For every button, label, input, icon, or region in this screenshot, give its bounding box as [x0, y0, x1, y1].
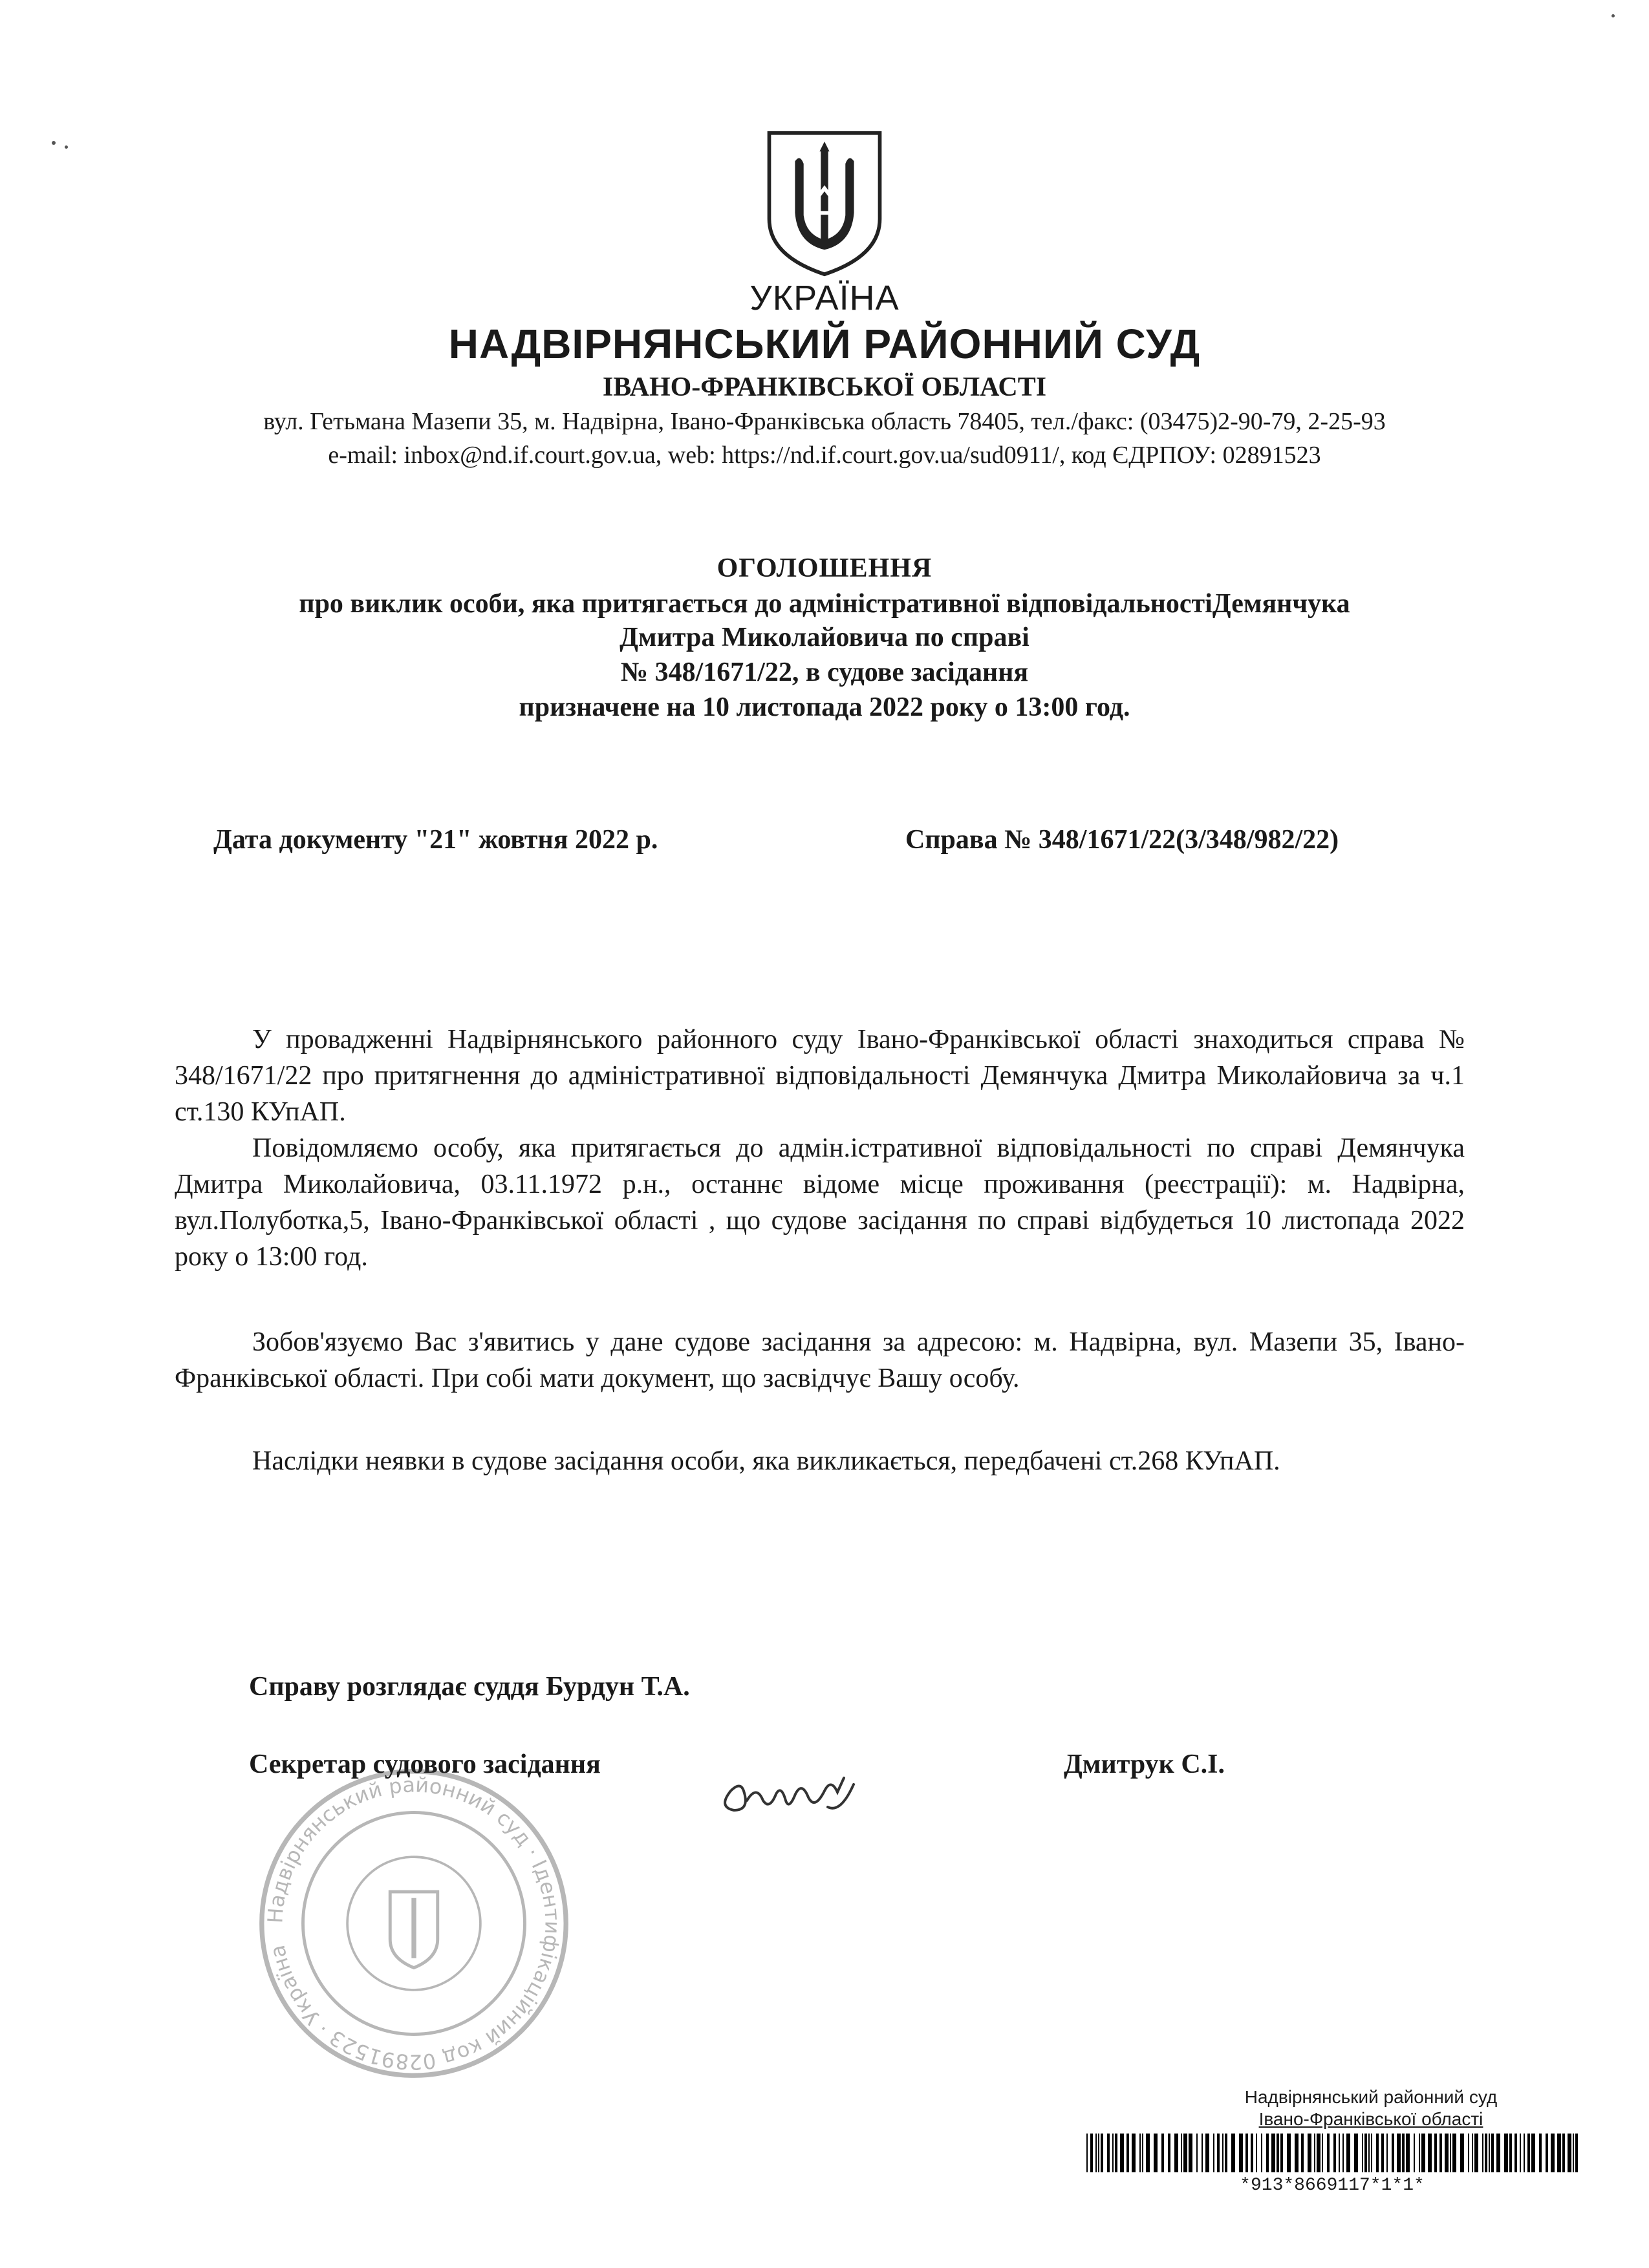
barcode-label-court: Надвірнянський районний суд: [1244, 2087, 1498, 2107]
notice-subtitle: Дмитра Миколайовича по справі: [620, 623, 1029, 652]
notice-subtitle: № 348/1671/22, в судове засідання: [620, 658, 1029, 687]
handwritten-signature: [705, 1746, 873, 1823]
coat-of-arms-icon: [763, 126, 886, 281]
court-seal-stamp: [255, 1765, 572, 2082]
body-paragraph: Зобов'язуємо Вас з'явитись у дане судове засідання за адресою: м. Надвірна, вул. Мазепи 35, Івано-Франківської області. При собі мати документ, що засвідчує Вашу особу.: [175, 1327, 1465, 1393]
country-name: УКРАЇНА: [749, 279, 900, 317]
body-paragraph: У провадженні Надвірнянського районного суду Івано-Франківської області знаходиться справа № 348/1671/22 про притягнення до адміністративної відповідальності Демянчука Дмитра Миколайовича за ч.1 ст.130 КУпАП.: [175, 1025, 1465, 1127]
document-date: Дата документу "21" жовтня 2022 р.: [213, 825, 658, 855]
barcode-number: *913*8669117*1*1*: [1240, 2176, 1425, 2196]
court-name: НАДВІРНЯНСЬКИЙ РАЙОННИЙ СУД: [448, 321, 1201, 367]
secretary-name: Дмитрук С.І.: [1064, 1749, 1225, 1779]
scan-speck: [52, 141, 56, 145]
barcode-icon: [1086, 2134, 1578, 2172]
notice-subtitle: призначене на 10 листопада 2022 року о 13:00 год.: [519, 692, 1130, 722]
notice-subtitle: про виклик особи, яка притягається до адміністративної відповідальностіДемянчука: [299, 589, 1350, 619]
scan-speck: [1611, 14, 1615, 17]
judge-line: Справу розглядає суддя Бурдун Т.А.: [249, 1672, 690, 1702]
svg-text:Надвірнянський районний суд ·: Надвірнянський районний суд · Ідентифікаційний код 02891523 · Україна: [263, 1772, 565, 2075]
secretary-label: Секретар судового засідання: [249, 1749, 601, 1779]
notice-title: ОГОЛОШЕННЯ: [717, 553, 932, 583]
scan-speck: [65, 145, 68, 149]
court-address: вул. Гетьмана Мазепи 35, м. Надвірна, Івано-Франківська область 78405, тел./факс: (03475)2-90-79, 2-25-93: [263, 408, 1386, 435]
body-paragraph: Наслідки неявки в судове засідання особи, яка викликається, передбачені ст.268 КУпАП.: [252, 1446, 1280, 1476]
barcode-label-region: Івано-Франківської області: [1258, 2109, 1483, 2129]
case-number: Справа № 348/1671/22(3/348/982/22): [905, 825, 1339, 855]
court-contacts: e-mail: inbox@nd.if.court.gov.ua, web: https://nd.if.court.gov.ua/sud0911/, код ЄДРПОУ: 02891523: [328, 442, 1321, 469]
body-paragraph: Повідомляємо особу, яка притягається до адмін.істративної відповідальності по справі Демянчука Дмитра Миколайовича, 03.11.1972 р.н., останнє відоме місце проживання (реєстрації): м. Надвірна, вул.Полуботка,5, Івано-Франківської області , що судове засідання по справі відбудеться 10 листопада 2022 року о 13:00 год.: [175, 1133, 1465, 1272]
court-region: ІВАНО-ФРАНКІВСЬКОЇ ОБЛАСТІ: [602, 372, 1047, 402]
